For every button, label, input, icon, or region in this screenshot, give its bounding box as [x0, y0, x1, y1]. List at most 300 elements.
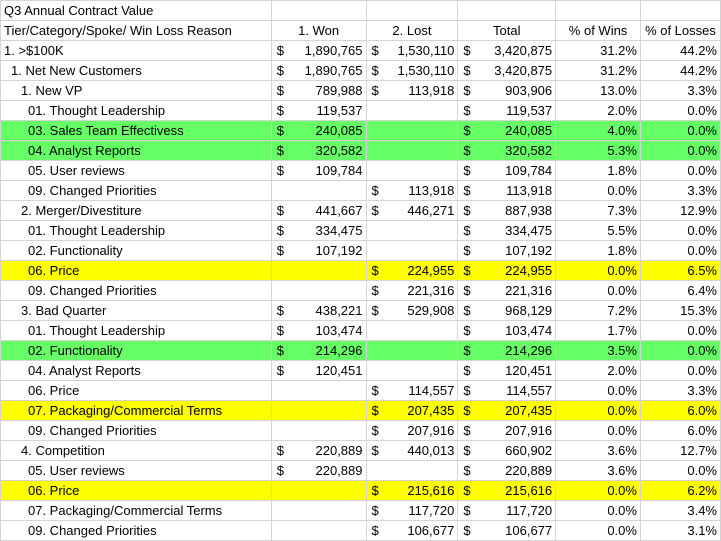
cell-pct-wins[interactable]: 0.0% [556, 521, 641, 541]
money-value [275, 141, 363, 160]
money-value [275, 241, 363, 260]
money-value [275, 361, 363, 380]
amount: 114,557 [506, 383, 553, 398]
table-row [1, 181, 721, 201]
cell[interactable] [640, 1, 720, 21]
cell-won[interactable] [271, 481, 366, 501]
cell-pct-losses[interactable]: 6.4% [640, 281, 720, 301]
cell-pct-losses[interactable]: 3.4% [640, 501, 720, 521]
cell-total[interactable] [458, 181, 556, 201]
row-label[interactable]: 09. Changed Priorities [1, 521, 272, 541]
money-value [275, 321, 363, 340]
row-label[interactable]: 4. Competition [1, 441, 272, 461]
amount: 446,271 [407, 203, 455, 218]
table-row [1, 241, 721, 261]
cell-won[interactable] [271, 161, 366, 181]
cell-total[interactable] [458, 281, 556, 301]
money-value [275, 41, 363, 60]
amount: 119,537 [316, 103, 363, 118]
amount: 120,451 [505, 363, 553, 378]
amount: 320,582 [315, 143, 363, 158]
table-row [1, 201, 721, 221]
cell-pct-wins[interactable]: 0.0% [556, 281, 641, 301]
cell-pct-wins[interactable]: 13.0% [556, 81, 641, 101]
row-label[interactable]: 1. Net New Customers [1, 61, 272, 81]
money-value [370, 421, 455, 440]
cell-pct-wins[interactable]: 0.0% [556, 261, 641, 281]
currency-symbol: $ [463, 103, 471, 118]
row-label[interactable]: 02. Functionality [1, 341, 272, 361]
amount: 207,435 [407, 403, 455, 418]
cell-lost[interactable] [366, 481, 458, 501]
header-lost[interactable]: 2. Lost [366, 21, 458, 41]
header-label[interactable]: Tier/Category/Spoke/ Win Loss Reason [1, 21, 272, 41]
cell[interactable] [366, 1, 458, 21]
cell-lost[interactable] [366, 421, 458, 441]
currency-symbol: $ [463, 283, 471, 298]
row-label[interactable]: 09. Changed Priorities [1, 421, 272, 441]
row-label[interactable]: 06. Price [1, 481, 272, 501]
currency-symbol: $ [371, 183, 379, 198]
money-value [275, 101, 363, 120]
amount: 220,889 [315, 463, 363, 478]
header-won[interactable]: 1. Won [271, 21, 366, 41]
cell[interactable] [271, 1, 366, 21]
cell-pct-wins[interactable]: 0.0% [556, 501, 641, 521]
table-row [1, 101, 721, 121]
cell-pct-losses[interactable]: 0.0% [640, 141, 720, 161]
money-value [275, 161, 363, 180]
table-row [1, 41, 721, 61]
cell-lost[interactable] [366, 321, 458, 341]
cell-pct-losses[interactable]: 0.0% [640, 101, 720, 121]
money-value [461, 41, 552, 60]
cell-pct-losses[interactable]: 3.1% [640, 521, 720, 541]
currency-symbol: $ [463, 123, 471, 138]
money-value [275, 441, 363, 460]
money-value [370, 81, 455, 100]
money-value [461, 341, 552, 360]
cell-pct-wins[interactable]: 0.0% [556, 421, 641, 441]
row-label[interactable]: 01. Thought Leadership [1, 101, 272, 121]
money-value [461, 241, 552, 260]
cell-total[interactable] [458, 341, 556, 361]
table-row [1, 401, 721, 421]
currency-symbol: $ [276, 203, 284, 218]
money-value [461, 461, 552, 480]
cell-won[interactable] [271, 41, 366, 61]
row-label[interactable]: 3. Bad Quarter [1, 301, 272, 321]
currency-symbol: $ [371, 483, 379, 498]
currency-symbol: $ [463, 363, 471, 378]
money-value [370, 301, 455, 320]
cell-total[interactable] [458, 201, 556, 221]
cell-pct-wins[interactable]: 0.0% [556, 381, 641, 401]
cell-lost[interactable] [366, 241, 458, 261]
currency-symbol: $ [463, 203, 471, 218]
cell-won[interactable] [271, 281, 366, 301]
cell[interactable] [556, 1, 641, 21]
cell-lost[interactable] [366, 61, 458, 81]
amount: 224,955 [505, 263, 553, 278]
table-row [1, 141, 721, 161]
cell-won[interactable] [271, 221, 366, 241]
table-row [1, 221, 721, 241]
cell-lost[interactable] [366, 441, 458, 461]
cell-pct-wins[interactable]: 3.6% [556, 461, 641, 481]
amount: 107,192 [315, 243, 363, 258]
cell-won[interactable] [271, 501, 366, 521]
cell-lost[interactable] [366, 501, 458, 521]
money-value [461, 121, 552, 140]
cell-pct-losses[interactable]: 0.0% [640, 361, 720, 381]
currency-symbol: $ [463, 223, 471, 238]
currency-symbol: $ [463, 163, 471, 178]
cell-pct-losses[interactable]: 0.0% [640, 161, 720, 181]
amount: 968,129 [505, 303, 553, 318]
cell-pct-wins[interactable]: 31.2% [556, 61, 641, 81]
cell-won[interactable] [271, 141, 366, 161]
cell-lost[interactable] [366, 121, 458, 141]
amount: 215,616 [407, 483, 455, 498]
cell-total[interactable] [458, 61, 556, 81]
table-row [1, 121, 721, 141]
cell-pct-losses[interactable]: 3.3% [640, 381, 720, 401]
amount: 220,889 [315, 443, 363, 458]
cell-pct-losses[interactable]: 0.0% [640, 341, 720, 361]
cell-won[interactable] [271, 81, 366, 101]
cell-lost[interactable] [366, 161, 458, 181]
amount: 221,316 [505, 283, 553, 298]
cell-pct-losses[interactable]: 3.3% [640, 81, 720, 101]
currency-symbol: $ [276, 323, 284, 338]
amount: 117,720 [506, 503, 553, 518]
currency-symbol: $ [276, 443, 284, 458]
table-row [1, 521, 721, 541]
row-label[interactable]: 04. Analyst Reports [1, 141, 272, 161]
row-label[interactable]: 01. Thought Leadership [1, 221, 272, 241]
cell-pct-wins[interactable]: 1.8% [556, 241, 641, 261]
currency-symbol: $ [463, 83, 471, 98]
currency-symbol: $ [371, 403, 379, 418]
cell-won[interactable] [271, 461, 366, 481]
cell-lost[interactable] [366, 401, 458, 421]
currency-symbol: $ [463, 263, 471, 278]
currency-symbol: $ [276, 463, 284, 478]
cell-total[interactable] [458, 141, 556, 161]
currency-symbol: $ [463, 443, 471, 458]
header-total[interactable]: Total [458, 21, 556, 41]
amount: 1,890,765 [304, 63, 363, 78]
row-label[interactable]: 2. Merger/Divestiture [1, 201, 272, 221]
money-value [461, 501, 552, 520]
cell-lost[interactable] [366, 141, 458, 161]
cell-total[interactable] [458, 421, 556, 441]
currency-symbol: $ [371, 523, 379, 538]
currency-symbol: $ [463, 183, 471, 198]
cell-pct-wins[interactable]: 7.2% [556, 301, 641, 321]
cell-pct-losses[interactable]: 3.3% [640, 181, 720, 201]
cell-pct-losses[interactable]: 6.2% [640, 481, 720, 501]
table-row [1, 441, 721, 461]
cell-lost[interactable] [366, 341, 458, 361]
currency-symbol: $ [371, 83, 379, 98]
amount: 224,955 [407, 263, 455, 278]
cell-total[interactable] [458, 241, 556, 261]
cell-total[interactable] [458, 501, 556, 521]
currency-symbol: $ [371, 203, 379, 218]
money-value [370, 61, 455, 80]
cell-total[interactable] [458, 301, 556, 321]
cell-pct-wins[interactable]: 7.3% [556, 201, 641, 221]
currency-symbol: $ [463, 343, 471, 358]
money-value [461, 101, 552, 120]
cell-won[interactable] [271, 101, 366, 121]
cell-lost[interactable] [366, 381, 458, 401]
amount: 1,530,110 [397, 43, 455, 58]
cell-lost[interactable] [366, 201, 458, 221]
money-value [370, 201, 455, 220]
row-label[interactable]: 05. User reviews [1, 161, 272, 181]
cell-won[interactable] [271, 381, 366, 401]
amount: 113,918 [506, 183, 553, 198]
money-value [370, 41, 455, 60]
cell-won[interactable] [271, 301, 366, 321]
currency-symbol: $ [463, 463, 471, 478]
amount: 221,316 [407, 283, 455, 298]
money-value [275, 81, 363, 100]
currency-symbol: $ [371, 443, 379, 458]
cell-pct-wins[interactable]: 4.0% [556, 121, 641, 141]
row-label[interactable]: 1. New VP [1, 81, 272, 101]
cell-total[interactable] [458, 161, 556, 181]
amount: 903,906 [505, 83, 553, 98]
header-pct-wins[interactable]: % of Wins [556, 21, 641, 41]
currency-symbol: $ [276, 63, 284, 78]
row-label[interactable]: 09. Changed Priorities [1, 281, 272, 301]
row-label[interactable]: 1. >$100K [1, 41, 272, 61]
amount: 215,616 [505, 483, 553, 498]
cell-pct-wins[interactable]: 2.0% [556, 101, 641, 121]
currency-symbol: $ [276, 123, 284, 138]
row-label[interactable]: 04. Analyst Reports [1, 361, 272, 381]
header-pct-losses[interactable]: % of Losses [640, 21, 720, 41]
cell-pct-losses[interactable]: 12.7% [640, 441, 720, 461]
cell-pct-wins[interactable]: 0.0% [556, 481, 641, 501]
cell-pct-wins[interactable]: 0.0% [556, 181, 641, 201]
cell-won[interactable] [271, 241, 366, 261]
cell-pct-losses[interactable]: 44.2% [640, 61, 720, 81]
title-row [1, 1, 721, 21]
cell-won[interactable] [271, 341, 366, 361]
cell-total[interactable] [458, 401, 556, 421]
cell-total[interactable] [458, 481, 556, 501]
currency-symbol: $ [463, 143, 471, 158]
cell-lost[interactable] [366, 521, 458, 541]
cell-won[interactable] [271, 421, 366, 441]
amount: 240,085 [315, 123, 363, 138]
currency-symbol: $ [371, 263, 379, 278]
currency-symbol: $ [276, 83, 284, 98]
cell-pct-wins[interactable]: 3.5% [556, 341, 641, 361]
currency-symbol: $ [371, 383, 379, 398]
currency-symbol: $ [463, 303, 471, 318]
money-value [370, 181, 455, 200]
row-label[interactable]: 05. User reviews [1, 461, 272, 481]
cell-pct-wins[interactable]: 1.8% [556, 161, 641, 181]
cell-total[interactable] [458, 81, 556, 101]
amount: 109,784 [315, 163, 363, 178]
row-label[interactable]: 07. Packaging/Commercial Terms [1, 501, 272, 521]
row-label[interactable]: 03. Sales Team Effectivess [1, 121, 272, 141]
money-value [370, 261, 455, 280]
cell-lost[interactable] [366, 181, 458, 201]
table-row [1, 361, 721, 381]
currency-symbol: $ [463, 503, 471, 518]
cell-total[interactable] [458, 521, 556, 541]
money-value [461, 261, 552, 280]
row-label[interactable]: 02. Functionality [1, 241, 272, 261]
amount: 240,085 [505, 123, 553, 138]
cell-lost[interactable] [366, 361, 458, 381]
cell-pct-wins[interactable]: 31.2% [556, 41, 641, 61]
table-row [1, 321, 721, 341]
cell-lost[interactable] [366, 461, 458, 481]
cell-won[interactable] [271, 361, 366, 381]
amount: 109,784 [505, 163, 553, 178]
cell-pct-losses[interactable]: 0.0% [640, 241, 720, 261]
amount: 103,474 [315, 323, 363, 338]
cell-pct-wins[interactable]: 0.0% [556, 401, 641, 421]
table-row [1, 341, 721, 361]
cell-won[interactable] [271, 181, 366, 201]
cell-pct-losses[interactable]: 6.0% [640, 421, 720, 441]
cell-total[interactable] [458, 381, 556, 401]
row-label[interactable]: 06. Price [1, 381, 272, 401]
money-value [461, 141, 552, 160]
header-row [1, 21, 721, 41]
cell-won[interactable] [271, 61, 366, 81]
cell-won[interactable] [271, 201, 366, 221]
cell-pct-losses[interactable]: 0.0% [640, 461, 720, 481]
cell-lost[interactable] [366, 221, 458, 241]
cell-lost[interactable] [366, 281, 458, 301]
cell-pct-losses[interactable]: 6.5% [640, 261, 720, 281]
row-label[interactable]: 07. Packaging/Commercial Terms [1, 401, 272, 421]
cell-total[interactable] [458, 321, 556, 341]
cell-lost[interactable] [366, 261, 458, 281]
cell-won[interactable] [271, 521, 366, 541]
money-value [461, 201, 552, 220]
cell-total[interactable] [458, 121, 556, 141]
money-value [461, 301, 552, 320]
table-title[interactable]: Q3 Annual Contract Value [1, 1, 272, 21]
cell-pct-losses[interactable]: 0.0% [640, 221, 720, 241]
table-row [1, 161, 721, 181]
amount: 441,667 [315, 203, 363, 218]
amount: 3,420,875 [494, 63, 553, 78]
currency-symbol: $ [276, 303, 284, 318]
currency-symbol: $ [276, 243, 284, 258]
cell-won[interactable] [271, 121, 366, 141]
amount: 106,677 [505, 523, 553, 538]
row-label[interactable]: 09. Changed Priorities [1, 181, 272, 201]
currency-symbol: $ [276, 43, 284, 58]
cell-pct-losses[interactable]: 0.0% [640, 121, 720, 141]
cell-pct-losses[interactable]: 0.0% [640, 321, 720, 341]
money-value [461, 81, 552, 100]
cell-total[interactable] [458, 41, 556, 61]
cell[interactable] [458, 1, 556, 21]
cell-won[interactable] [271, 261, 366, 281]
currency-symbol: $ [463, 43, 471, 58]
currency-symbol: $ [463, 423, 471, 438]
money-value [461, 221, 552, 240]
amount: 334,475 [315, 223, 363, 238]
cell-pct-losses[interactable]: 6.0% [640, 401, 720, 421]
currency-symbol: $ [371, 303, 379, 318]
cell-pct-losses[interactable]: 15.3% [640, 301, 720, 321]
money-value [275, 61, 363, 80]
row-label[interactable]: 06. Price [1, 261, 272, 281]
money-value [275, 221, 363, 240]
currency-symbol: $ [463, 243, 471, 258]
cell-pct-losses[interactable]: 12.9% [640, 201, 720, 221]
cell-pct-losses[interactable]: 44.2% [640, 41, 720, 61]
cell-pct-wins[interactable]: 1.7% [556, 321, 641, 341]
cell-won[interactable] [271, 401, 366, 421]
money-value [461, 521, 552, 540]
amount: 106,677 [407, 523, 455, 538]
money-value [370, 401, 455, 420]
table-row [1, 301, 721, 321]
cell-total[interactable] [458, 221, 556, 241]
money-value [370, 281, 455, 300]
currency-symbol: $ [463, 403, 471, 418]
cell-pct-wins[interactable]: 3.6% [556, 441, 641, 461]
amount: 438,221 [315, 303, 363, 318]
cell-lost[interactable] [366, 301, 458, 321]
cell-pct-wins[interactable]: 5.5% [556, 221, 641, 241]
cell-pct-wins[interactable]: 2.0% [556, 361, 641, 381]
cell-total[interactable] [458, 261, 556, 281]
table-row [1, 501, 721, 521]
cell-won[interactable] [271, 321, 366, 341]
amount: 1,890,765 [304, 43, 363, 58]
cell-won[interactable] [271, 441, 366, 461]
cell-pct-wins[interactable]: 5.3% [556, 141, 641, 161]
cell-total[interactable] [458, 441, 556, 461]
amount: 114,557 [408, 383, 455, 398]
row-label[interactable]: 01. Thought Leadership [1, 321, 272, 341]
amount: 3,420,875 [494, 43, 553, 58]
cell-total[interactable] [458, 101, 556, 121]
amount: 117,720 [408, 503, 455, 518]
cell-lost[interactable] [366, 41, 458, 61]
cell-lost[interactable] [366, 101, 458, 121]
cell-total[interactable] [458, 461, 556, 481]
money-value [275, 461, 363, 480]
amount: 660,902 [505, 443, 553, 458]
amount: 1,530,110 [397, 63, 455, 78]
money-value [461, 161, 552, 180]
currency-symbol: $ [463, 383, 471, 398]
currency-symbol: $ [371, 423, 379, 438]
amount: 214,296 [315, 343, 363, 358]
cell-total[interactable] [458, 361, 556, 381]
cell-lost[interactable] [366, 81, 458, 101]
currency-symbol: $ [276, 363, 284, 378]
